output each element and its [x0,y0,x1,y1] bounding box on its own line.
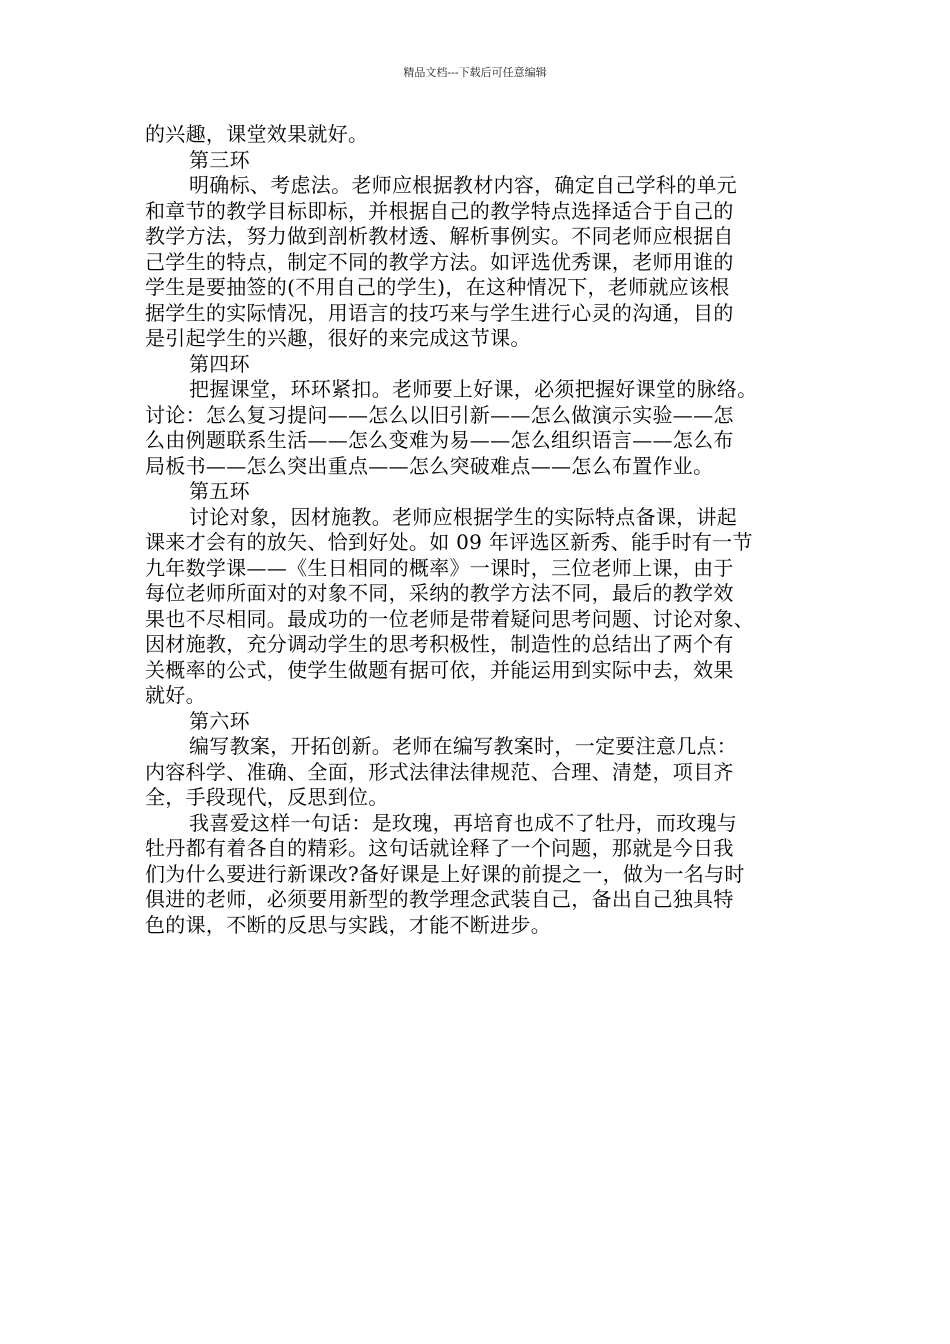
paragraph [145,709,809,735]
text-line: 教学方法，努力做到剖析教材透、解析事例实。不同老师应根据自 [145,224,734,248]
text-line: 果也不尽相同。最成功的一位老师是带着疑问思考问题、讨论对象、 [145,606,754,631]
text-line: 第三环 [189,147,250,172]
paragraph [145,479,809,505]
text-line: 编写教案，开拓创新。老师在编写教案时，一定要注意几点： [189,734,738,758]
paragraph [145,734,809,811]
page-header: 精品文档---下载后可任意编辑 [403,66,547,79]
text-line: 的兴趣，课堂效果就好。 [145,122,369,146]
text-line: 因材施教，充分调动学生的思考积极性，制造性的总结出了两个有 [145,632,734,656]
text-line: 己学生的特点，制定不同的教学方法。如评选优秀课，老师用谁的 [145,249,734,274]
text-line: 学生是要抽签的(不用自己的学生)，在这种情况下，老师就应该根 [145,275,730,299]
paragraph [145,122,809,148]
text-line: 讨论：怎么复习提问——怎么以旧引新——怎么做演示实验——怎 [145,402,734,427]
paragraph [145,173,809,352]
paragraph [145,811,809,939]
text-line: 课来才会有的放矢、恰到好处。如 09 年评选区新秀、能手时有一节 [145,530,753,554]
paragraph [145,505,809,709]
document-body [145,122,809,938]
text-line: 关概率的公式，使学生做题有据可依，并能运用到实际中去，效果 [145,657,734,682]
text-line: 俱进的老师，必须要用新型的教学理念武装自己，备出自己独具特 [145,887,734,911]
text-line: 们为什么要进行新课改?备好课是上好课的前提之一，做为一名与时 [145,861,745,886]
text-line: 牡丹都有着各自的精彩。这句话就诠释了一个问题，那就是今日我 [145,836,734,860]
text-line: 么由例题联系生活——怎么变难为易——怎么组织语言——怎么布 [145,428,734,452]
paragraph [145,377,809,479]
text-line: 据学生的实际情况，用语言的技巧来与学生进行心灵的沟通，目的 [145,300,734,325]
text-line: 把握课堂，环环紧扣。老师要上好课，必须把握好课堂的脉络。 [189,377,758,401]
text-line: 全，手段现代，反思到位。 [145,785,389,809]
text-line: 我喜爱这样一句话：是玫瑰，再培育也成不了牡丹，而玫瑰与 [189,810,738,835]
text-line: 是引起学生的兴趣，很好的来完成这节课。 [145,326,531,350]
text-line: 第六环 [189,708,250,733]
text-line: 局板书——怎么突出重点——怎么突破难点——怎么布置作业。 [145,453,714,478]
text-line: 讨论对象，因材施教。老师应根据学生的实际特点备课，讲起 [189,504,738,529]
text-line: 和章节的教学目标即标，并根据自己的教学特点选择适合于自己的 [145,198,734,223]
text-line: 每位老师所面对的对象不同，采纳的教学方法不同，最后的教学效 [145,581,734,605]
text-line: 就好。 [145,683,206,707]
paragraph [145,352,809,378]
paragraph [145,148,809,174]
text-line: 第五环 [189,479,250,503]
text-line: 内容科学、准确、全面，形式法律法律规范、合理、清楚，项目齐 [145,759,734,784]
text-line: 九年数学课——《生日相同的概率》一课时，三位老师上课，由于 [145,555,734,580]
text-line: 明确标、考虑法。老师应根据教材内容，确定自己学科的单元 [189,173,738,197]
text-line: 第四环 [189,351,250,376]
text-line: 色的课，不断的反思与实践，才能不断进步。 [145,912,551,937]
